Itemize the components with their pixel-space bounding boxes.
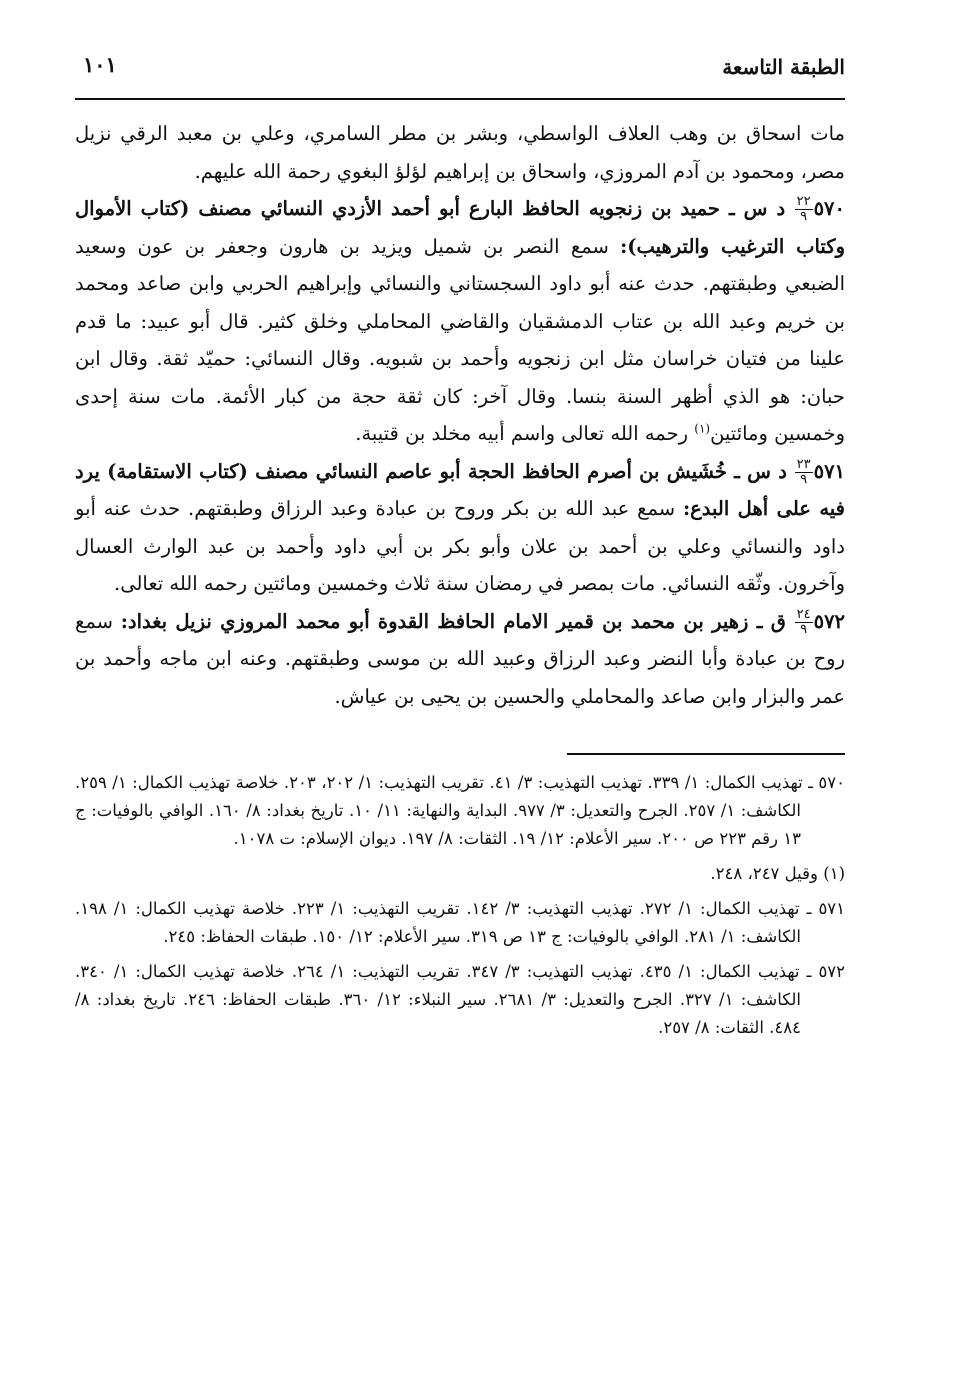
entry-572 (75, 603, 845, 716)
entry-fraction: $\frac{٢٣}{٩}$ (796, 456, 811, 487)
entry-text-after: رحمه الله تعالى واسم أبيه مخلد بن قتيبة. (355, 422, 689, 445)
entry-fraction: $\frac{٢٤}{٩}$ (796, 606, 811, 637)
entry-571 (75, 453, 845, 603)
entry-text: سمع روح بن عبادة وأبا النضر وعبد الرزاق وعبيد الله بن موسى وطبقتهم. وعنه ابن ماجه وأحمد بن عمر والبزار وابن صاعد والمحاملي والحسين بن يحيى بن عياش. (75, 609, 845, 708)
entry-lead: ق ـ زهير بن محمد بن قمير الامام الحافظ القدوة أبو محمد المروزي نزيل بغداد: (120, 609, 786, 633)
entry-number: ٥٧١ (813, 459, 846, 483)
entry-number: ٥٧٠ (813, 197, 845, 220)
entry-lead: د س ـ خُشَيش بن أصرم الحافظ الحجة أبو عاصم النسائي مصنف (كتاب الاستقامة) يرد فيه على أهل البدع: (75, 459, 845, 520)
entry-lead: د س ـ حميد بن زنجويه الحافظ البارع أبو أحمد الأزدي النسائي مصنف (كتاب الأموال وكتاب الترغيب والترهيب): (75, 197, 845, 258)
page (75, 40, 845, 1049)
footnote-marker: (١) (694, 421, 711, 436)
main-text (75, 115, 845, 715)
entry-text: سمع النصر بن شميل ويزيد بن هارون وجعفر بن عون وسعيد الضبعي وطبقتهم. حدث عنه أبو داود السجستاني والنسائي وإبراهيم الحربي وابن صاعد ومحمد بن خريم وعبد الله بن عتاب الدمشقيان والقاضي المحاملي وخلق كثير. قال أبو عبيد: ما قدم علينا من فتيان خراسان مثل ابن زنجويه وأحمد بن شبويه. وقال النسائي: حميّد ثقة. وقال ابن حبان: هو الذي أظهر السنة بنسا. وقال آخر: كان ثقة حجة من كبار الأئمة. مات سنة إحدى وخمسين ومائتين (75, 234, 845, 445)
footnote-571: ٥٧١ ـ تهذيب الكمال: ١/ ٢٧٢. تهذيب التهذيب: ٣/ ١٤٢. تقريب التهذيب: ١/ ٢٢٣. خلاصة تهذيب الكمال: ١/ ١٩٨. الكاشف: ١/ ٢٨١. الوافي بالوفيات: ج ١٣ ص ٣١٩. سير الأعلام: ١٢/ ١٥٠. طبقات الحفاظ: ٢٤٥. (75, 899, 846, 946)
header-rule (75, 98, 845, 100)
footnote-1: (١) وقيل ٢٤٧، ٢٤٨. (710, 864, 845, 883)
entry-fraction: $\frac{٢٢}{٩}$ (796, 194, 811, 224)
footnotes (75, 769, 845, 1042)
footnote-rule (567, 753, 845, 755)
entry-number: ٥٧٢ (813, 609, 846, 633)
page-number: ١٠١ (83, 52, 117, 77)
footnote-570: ٥٧٠ ـ تهذيب الكمال: ١/ ٣٣٩. تهذيب التهذيب: ٣/ ٤١. تقريب التهذيب: ١/ ٢٠٢، ٢٠٣. خلاصة تهذيب الكمال: ١/ ٢٥٩. الكاشف: ١/ ٢٥٧. الجرح والتعديل: ٣/ ٩٧٧. البداية والنهاية: ١١/ ١٠. تاريخ بغداد: ٨/ ١٦٠. الوافي بالوفيات: ج ١٣ رقم ٢٢٣ ص ٢٠٠. سير الأعلام: ١٢/ ١٩. الثقات: ٨/ ١٩٧. ديوان الإسلام: ت ١٠٧٨. (75, 773, 846, 848)
entry-570 (75, 190, 845, 453)
page-header (75, 40, 845, 90)
intro-paragraph: مات اسحاق بن وهب العلاف الواسطي، وبشر بن مطر السامري، وعلي بن معبد الرقي نزيل مصر، ومحمود بن آدم المروزي، واسحاق بن إبراهيم لؤلؤ البغوي رحمة الله عليهم. (75, 122, 845, 183)
running-title: الطبقة التاسعة (722, 55, 845, 79)
footnote-572: ٥٧٢ ـ تهذيب الكمال: ١/ ٤٣٥. تهذيب التهذيب: ٣/ ٣٤٧. تقريب التهذيب: ١/ ٢٦٤. خلاصة تهذيب الكمال: ١/ ٣٤٠. الكاشف: ١/ ٣٢٧. الجرح والتعديل: ٣/ ٢٦٨١. سير النبلاء: ١٢/ ٣٦٠. طبقات الحفاظ: ٢٤٦. تاريخ بغداد: ٨/ ٤٨٤. الثقات: ٨/ ٢٥٧. (75, 962, 846, 1037)
entry-text: سمع عبد الله بن بكر وروح بن عبادة وعبد الرزاق وطبقتهم. حدث عنه أبو داود والنسائي وعلي بن أحمد بن علان وأبو بكر بن أبي داود وأحمد بن عبد الوارث العسال وآخرون. وثّقه النسائي. مات بمصر في رمضان سنة ثلاث وخمسين ومائتين رحمه الله تعالى. (75, 497, 845, 595)
